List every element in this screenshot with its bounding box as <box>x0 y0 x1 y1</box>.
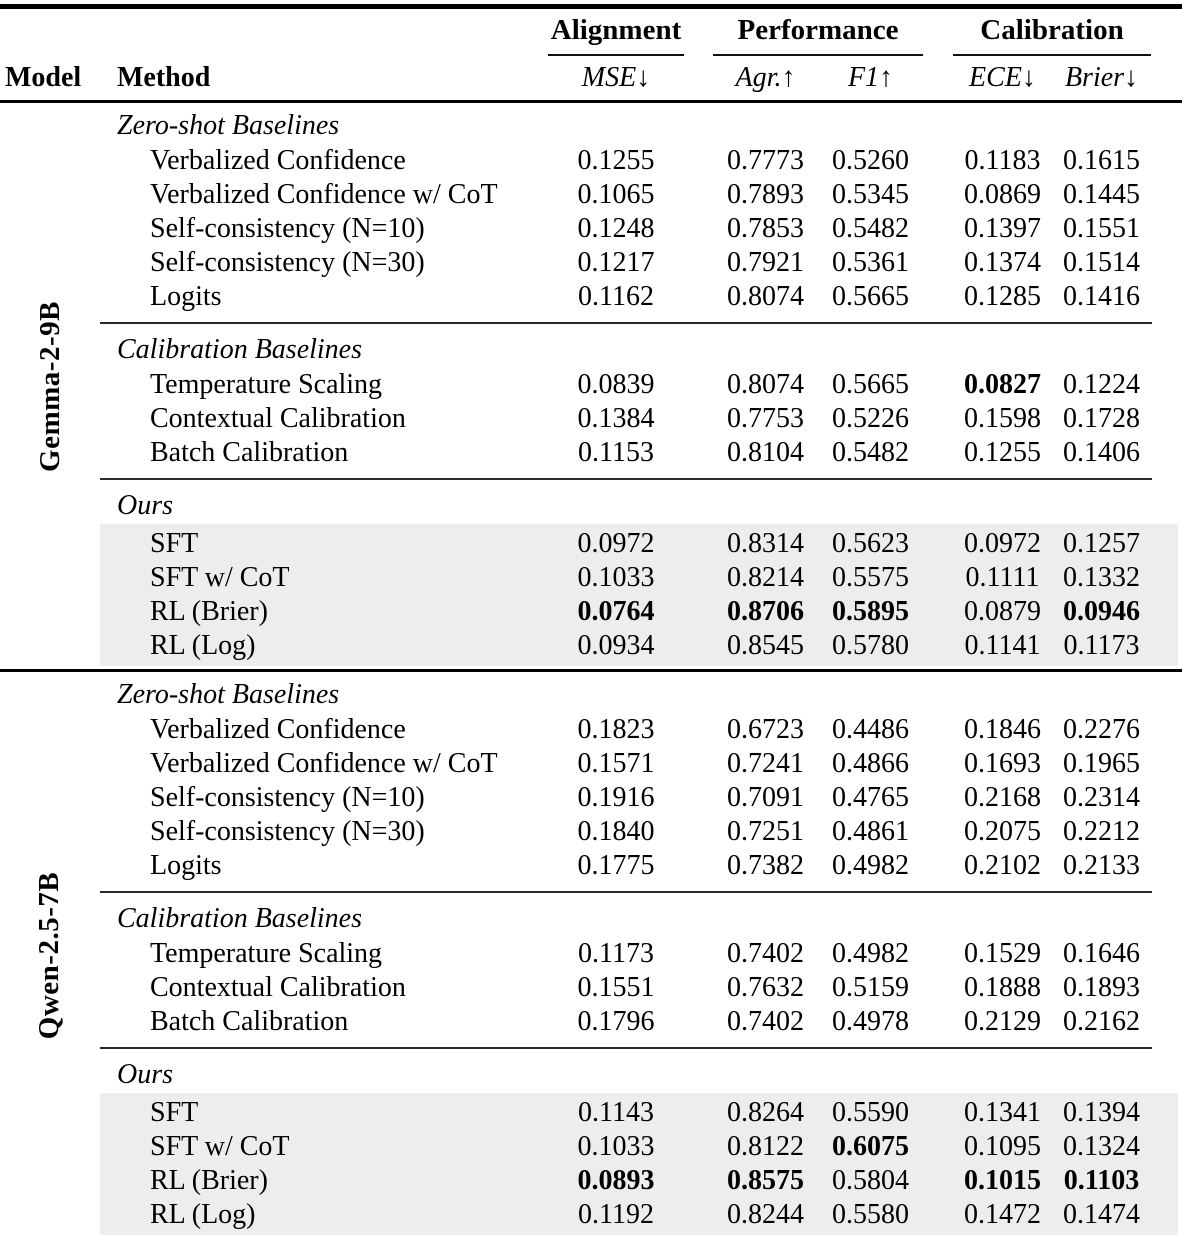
table-row <box>100 561 1178 595</box>
metric-value: 0.1474 <box>1063 1199 1140 1230</box>
metric-value: 0.1551 <box>577 972 655 1003</box>
metric-value: 0.1775 <box>577 850 655 881</box>
header-model: Model <box>5 62 82 93</box>
column-group-label: Alignment <box>550 14 682 46</box>
table-row <box>100 280 1182 314</box>
header-metric-ece: ECE↓ <box>969 62 1036 93</box>
metric-value: 0.0869 <box>964 179 1041 210</box>
table-row <box>100 713 1182 747</box>
metric-value: 0.1095 <box>964 1131 1041 1162</box>
metric-value: 0.2314 <box>1063 782 1140 813</box>
metric-value: 0.1615 <box>1063 145 1140 176</box>
metric-value: 0.8706 <box>727 596 804 627</box>
metric-value: 0.2212 <box>1063 816 1140 847</box>
method-name: Verbalized Confidence w/ CoT <box>150 179 498 210</box>
method-name: Verbalized Confidence w/ CoT <box>150 748 498 779</box>
metric-value: 0.1551 <box>1063 213 1140 244</box>
metric-value: 0.5345 <box>832 179 909 210</box>
metric-value: 0.7091 <box>727 782 804 813</box>
method-name: Self-consistency (N=10) <box>150 782 425 813</box>
metric-value: 0.2075 <box>964 816 1041 847</box>
method-name: Batch Calibration <box>150 437 349 468</box>
metric-value: 0.5895 <box>832 596 909 627</box>
metric-value: 0.8104 <box>727 437 804 468</box>
model-methods <box>100 103 1182 669</box>
metric-value: 0.8074 <box>727 281 804 312</box>
method-name: Contextual Calibration <box>150 403 406 434</box>
method-name: Contextual Calibration <box>150 972 406 1003</box>
metric-value: 0.2102 <box>964 850 1041 881</box>
metric-value: 0.1192 <box>578 1199 654 1230</box>
section-title-text: Ours <box>117 489 174 521</box>
metric-value: 0.5482 <box>832 437 909 468</box>
metric-value: 0.1162 <box>578 281 654 312</box>
metric-value: 0.4861 <box>832 816 909 847</box>
method-name: RL (Brier) <box>150 1165 268 1196</box>
table-row <box>100 527 1178 561</box>
ours-highlight-group <box>100 1093 1178 1235</box>
metric-value: 0.2276 <box>1063 714 1140 745</box>
metric-value: 0.5665 <box>832 281 909 312</box>
method-name: SFT w/ CoT <box>150 1131 290 1162</box>
metric-value: 0.0972 <box>577 528 655 559</box>
table-row <box>100 971 1182 1005</box>
metric-value: 0.1796 <box>577 1006 655 1037</box>
metric-value: 0.4982 <box>832 938 909 969</box>
method-name: RL (Brier) <box>150 596 268 627</box>
table-row <box>100 1130 1178 1164</box>
model-column <box>0 103 100 669</box>
table-row <box>100 212 1182 246</box>
metric-value: 0.1888 <box>964 972 1041 1003</box>
metric-value: 0.1406 <box>1063 437 1140 468</box>
metric-value: 0.7382 <box>727 850 804 881</box>
metric-value: 0.1217 <box>577 247 655 278</box>
table-row <box>100 246 1182 280</box>
rows-group <box>100 368 1182 470</box>
metric-value: 0.1143 <box>578 1097 654 1128</box>
metric-value: 0.2168 <box>964 782 1041 813</box>
metric-value: 0.6723 <box>727 714 804 745</box>
metric-value: 0.5361 <box>832 247 909 278</box>
method-name: Self-consistency (N=30) <box>150 247 425 278</box>
metric-value: 0.1173 <box>1063 630 1140 661</box>
table-row <box>100 1164 1178 1198</box>
column-group-label: Performance <box>737 14 899 46</box>
section-title <box>100 676 1182 713</box>
header-metric-brier: Brier↓ <box>1064 62 1139 93</box>
model-name: Gemma-2-9B <box>33 300 66 472</box>
metric-value: 0.8545 <box>727 630 804 661</box>
metric-value: 0.1285 <box>964 281 1041 312</box>
metric-value: 0.5482 <box>832 213 909 244</box>
metric-value: 0.7893 <box>727 179 804 210</box>
section-title <box>100 900 1182 937</box>
section-title <box>100 107 1182 144</box>
metric-value: 0.1893 <box>1063 972 1140 1003</box>
metric-value: 0.0879 <box>964 596 1041 627</box>
metric-value: 0.2162 <box>1063 1006 1140 1037</box>
method-name: Temperature Scaling <box>150 938 383 969</box>
method-name: Temperature Scaling <box>150 369 383 400</box>
metric-value: 0.1065 <box>577 179 655 210</box>
metric-value: 0.8074 <box>727 369 804 400</box>
method-name: RL (Log) <box>150 630 256 661</box>
method-name: SFT w/ CoT <box>150 562 290 593</box>
metric-value: 0.4978 <box>832 1006 909 1037</box>
table-row <box>100 629 1178 663</box>
metric-value: 0.1514 <box>1063 247 1140 278</box>
metric-value: 0.8575 <box>727 1165 804 1196</box>
metric-value: 0.1916 <box>577 782 655 813</box>
metric-value: 0.0764 <box>577 596 655 627</box>
section-title <box>100 1056 1182 1093</box>
metric-value: 0.1416 <box>1063 281 1140 312</box>
metric-value: 0.1846 <box>964 714 1041 745</box>
metric-value: 0.8214 <box>727 562 804 593</box>
rows-group <box>100 713 1182 883</box>
metric-value: 0.0972 <box>964 528 1041 559</box>
metric-value: 0.0839 <box>577 369 655 400</box>
metric-value: 0.1693 <box>964 748 1041 779</box>
table-row <box>100 368 1182 402</box>
model-column <box>0 672 100 1235</box>
metric-value: 0.1255 <box>964 437 1041 468</box>
metric-value: 0.4765 <box>832 782 909 813</box>
metric-value: 0.5590 <box>832 1097 909 1128</box>
method-name: Self-consistency (N=10) <box>150 213 425 244</box>
model-block <box>0 672 1182 1235</box>
header-method: Method <box>117 62 211 93</box>
metric-value: 0.8244 <box>727 1199 804 1230</box>
ours-highlight-group <box>100 524 1178 666</box>
method-name: Self-consistency (N=30) <box>150 816 425 847</box>
metric-value: 0.5804 <box>832 1165 909 1196</box>
metric-value: 0.4486 <box>832 714 909 745</box>
metric-value: 0.1255 <box>577 145 655 176</box>
metric-value: 0.1472 <box>964 1199 1041 1230</box>
section-title-text: Ours <box>117 1058 174 1090</box>
table-row <box>100 849 1182 883</box>
section-title <box>100 487 1182 524</box>
metric-value: 0.1341 <box>964 1097 1041 1128</box>
table-row <box>100 595 1178 629</box>
metric-value: 0.1646 <box>1063 938 1140 969</box>
section-title <box>100 331 1182 368</box>
metric-value: 0.8264 <box>727 1097 804 1128</box>
header-metric-f1: F1↑ <box>847 62 894 93</box>
metric-value: 0.1033 <box>577 562 655 593</box>
metric-value: 0.1248 <box>577 213 655 244</box>
metric-value: 0.7251 <box>727 816 804 847</box>
metric-value: 0.1224 <box>1063 369 1140 400</box>
column-group-label: Calibration <box>980 14 1124 46</box>
metric-value: 0.5780 <box>832 630 909 661</box>
metric-value: 0.1394 <box>1063 1097 1140 1128</box>
section-divider <box>100 478 1152 480</box>
metric-value: 0.7921 <box>727 247 804 278</box>
metric-value: 0.7853 <box>727 213 804 244</box>
metric-value: 0.1598 <box>964 403 1041 434</box>
metric-value: 0.0934 <box>577 630 655 661</box>
table-row <box>100 178 1182 212</box>
metric-value: 0.1384 <box>577 403 655 434</box>
metric-value: 0.7753 <box>727 403 804 434</box>
metric-value: 0.7241 <box>727 748 804 779</box>
section-divider <box>100 1047 1152 1049</box>
metric-value: 0.1397 <box>964 213 1041 244</box>
model-methods <box>100 672 1182 1235</box>
metric-value: 0.1728 <box>1063 403 1140 434</box>
metric-value: 0.4982 <box>832 850 909 881</box>
rows-group <box>100 937 1182 1039</box>
metric-value: 0.1374 <box>964 247 1041 278</box>
metric-value: 0.1033 <box>577 1131 655 1162</box>
metric-value: 0.0946 <box>1063 596 1140 627</box>
metric-value: 0.5623 <box>832 528 909 559</box>
table-row <box>100 815 1182 849</box>
metric-value: 0.2129 <box>964 1006 1041 1037</box>
metric-value: 0.7773 <box>727 145 804 176</box>
column-group-alignment <box>548 9 684 56</box>
method-name: RL (Log) <box>150 1199 256 1230</box>
metric-value: 0.4866 <box>832 748 909 779</box>
metric-value: 0.5159 <box>832 972 909 1003</box>
rows-group <box>100 144 1182 314</box>
table-body <box>0 103 1182 1235</box>
metric-value: 0.5260 <box>832 145 909 176</box>
metric-value: 0.8122 <box>727 1131 804 1162</box>
metric-value: 0.1153 <box>578 437 654 468</box>
table-header <box>0 9 1182 100</box>
metric-value: 0.1183 <box>964 145 1041 176</box>
section-title-text: Calibration Baselines <box>117 902 362 934</box>
method-name: Logits <box>150 850 222 881</box>
method-name: SFT <box>150 1097 199 1128</box>
method-name: Logits <box>150 281 222 312</box>
metric-value: 0.1571 <box>577 748 655 779</box>
table-row <box>100 1198 1178 1232</box>
section-divider <box>100 891 1152 893</box>
metric-value: 0.8314 <box>727 528 804 559</box>
table-row <box>100 436 1182 470</box>
metric-value: 0.7402 <box>727 1006 804 1037</box>
table-row <box>100 402 1182 436</box>
table-row <box>100 144 1182 178</box>
table-row <box>100 781 1182 815</box>
metric-value: 0.5580 <box>832 1199 909 1230</box>
metric-value: 0.7632 <box>727 972 804 1003</box>
method-name: Verbalized Confidence <box>150 145 406 176</box>
metric-value: 0.1257 <box>1063 528 1140 559</box>
column-group-performance <box>713 9 923 56</box>
table-row <box>100 1096 1178 1130</box>
header-metric-agr: Agr.↑ <box>735 62 796 93</box>
model-block <box>0 103 1182 669</box>
metric-value: 0.1332 <box>1063 562 1140 593</box>
metric-value: 0.1965 <box>1063 748 1140 779</box>
metric-value: 0.2133 <box>1063 850 1140 881</box>
metric-value: 0.1445 <box>1063 179 1140 210</box>
method-name: Batch Calibration <box>150 1006 349 1037</box>
metric-value: 0.0827 <box>964 369 1041 400</box>
metric-value: 0.1173 <box>578 938 654 969</box>
table-row <box>100 1005 1182 1039</box>
section-title-text: Zero-shot Baselines <box>117 109 340 141</box>
column-group-calibration <box>953 9 1151 56</box>
metric-value: 0.0893 <box>577 1165 655 1196</box>
metric-value: 0.5575 <box>832 562 909 593</box>
method-name: Verbalized Confidence <box>150 714 406 745</box>
metric-value: 0.5665 <box>832 369 909 400</box>
metric-value: 0.1823 <box>577 714 655 745</box>
metric-value: 0.6075 <box>832 1131 909 1162</box>
metric-value: 0.1840 <box>577 816 655 847</box>
table-row <box>100 747 1182 781</box>
metric-value: 0.1141 <box>964 630 1041 661</box>
section-divider <box>100 322 1152 324</box>
method-name: SFT <box>150 528 199 559</box>
metric-value: 0.1015 <box>964 1165 1041 1196</box>
model-name: Qwen-2.5-7B <box>33 871 66 1039</box>
section-title-text: Zero-shot Baselines <box>117 678 340 710</box>
metric-value: 0.1324 <box>1063 1131 1140 1162</box>
section-title-text: Calibration Baselines <box>117 333 362 365</box>
metric-value: 0.5226 <box>832 403 909 434</box>
table-row <box>100 937 1182 971</box>
metric-value: 0.1529 <box>964 938 1041 969</box>
metric-value: 0.7402 <box>727 938 804 969</box>
metric-value: 0.1111 <box>965 562 1040 593</box>
metric-value: 0.1103 <box>1063 1165 1140 1196</box>
header-metric-mse: MSE↓ <box>581 62 651 93</box>
